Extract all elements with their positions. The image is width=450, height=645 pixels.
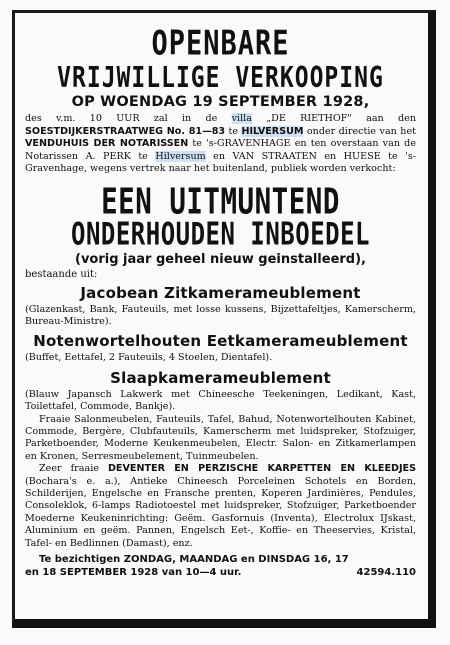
city-highlight: HILVERSUM bbox=[241, 125, 304, 137]
reference-number: 42594.110 bbox=[356, 566, 416, 578]
intro-paragraph: des v.m. 10 UUR zal in de villa „DE RIETHOF" aan den SOESTDIJKERSTRAATWEG No. 81—83 te HILVERSUM onder directie van het VENDUHUIS DER NOTARISSEN te 's-GRAVENHAGE en ten overstaan van de Notarissen A. PERK te Hilversum en VAN STRAATEN en HUESE te 's-Gravenhage, wegens vertrek naar het buitenland, publiek worden verkocht: bbox=[25, 113, 416, 175]
deventer-paragraph: Zeer fraaie DEVENTER EN PERZISCHE KARPETTEN EN KLEEDJES (Bochara's e. a.), Antieke Chineesch Porceleinen Schotels en Borden, Schilderijen, Engelsche en Fransche prenten, Koperen Jardinières, Pendules, Consoleklok, 6-lamps Radiotoestel met luidspreker, Stofzuiger, Parketboender Moederne Keukeninrichting: Geëm. Gasfornuis (Inventa), Electrolux IJskast, Aluminium en geëm. Pannen, Engelsch Eet-, Koffie- en Theeservies, Kristal, Tafel- en Bedlinnen (Damast), enz. bbox=[25, 463, 417, 549]
viewing-line2: en 18 SEPTEMBER 1928 van 10—4 uur. 42594.110 bbox=[25, 566, 416, 578]
headline-line2: ONDERHOUDEN INBOEDEL bbox=[71, 216, 370, 253]
auction-date: OP WOENDAG 19 SEPTEMBER 1928, bbox=[71, 94, 370, 111]
section-text-zitkamer: (Glazenkast, Bank, Fauteuils, met losse kussens, Bijzettafeltjes, Kamerscherm, Bureau-Ministre). bbox=[25, 303, 416, 327]
viewing-times bbox=[25, 554, 416, 579]
section-text-eetkamer: (Buffet, Eettafel, 2 Fauteuils, 4 Stoelen, Dientafel). bbox=[25, 352, 273, 364]
viewing-line1: Te bezichtigen ZONDAG, MAANDAG en DINSDAG 16, 17 bbox=[39, 554, 349, 566]
subheadline: (vorig jaar geheel nieuw geinstalleerd), bbox=[75, 251, 366, 267]
consisting-label: bestaande uit: bbox=[25, 268, 98, 280]
street-address: SOESTDIJKERSTRAATWEG No. 81—83 bbox=[25, 125, 226, 137]
venduhuis-name: VENDUHUIS DER NOTARISSEN bbox=[25, 138, 189, 150]
section-heading-slaapkamer: Slaapkamerameublement bbox=[110, 368, 331, 387]
villa-highlight: villa bbox=[231, 113, 252, 125]
ad-title-line2: VRIJWILLIGE VERKOOPING bbox=[57, 62, 384, 95]
section-heading-zitkamer: Jacobean Zitkamerameublement bbox=[80, 283, 361, 302]
section-text-slaapkamer: (Blauw Japansch Lakwerk met Chineesche Teekeningen, Ledikant, Kast, Toilettafel, Commode, Bankje). bbox=[25, 388, 416, 413]
headline-line1: EEN UITMUNTEND bbox=[101, 180, 340, 222]
hilversum-highlight: Hilversum bbox=[155, 150, 206, 162]
carpets-heading: DEVENTER EN PERZISCHE KARPETTEN EN KLEEDJES bbox=[107, 463, 417, 475]
fraaie-paragraph: Fraaie Salonmeubelen, Fauteuils, Tafel, Bahud, Notenwortelhouten Kabinet, Commode, Bergère, Clubfauteuils, Kamerscherm met luidspreker, Stofzuiger, Parketboender, Moderne Keukenmeubelen, Electr. Salon- en Zitkamerlampen en Kronen, Serresmeubelement, Tuinmeubelen. bbox=[25, 413, 416, 462]
section-heading-eetkamer: Notenwortelhouten Eetkamerameublement bbox=[33, 332, 408, 351]
ad-title-line1: OPENBARE bbox=[151, 24, 290, 64]
advertisement-frame bbox=[12, 10, 436, 628]
